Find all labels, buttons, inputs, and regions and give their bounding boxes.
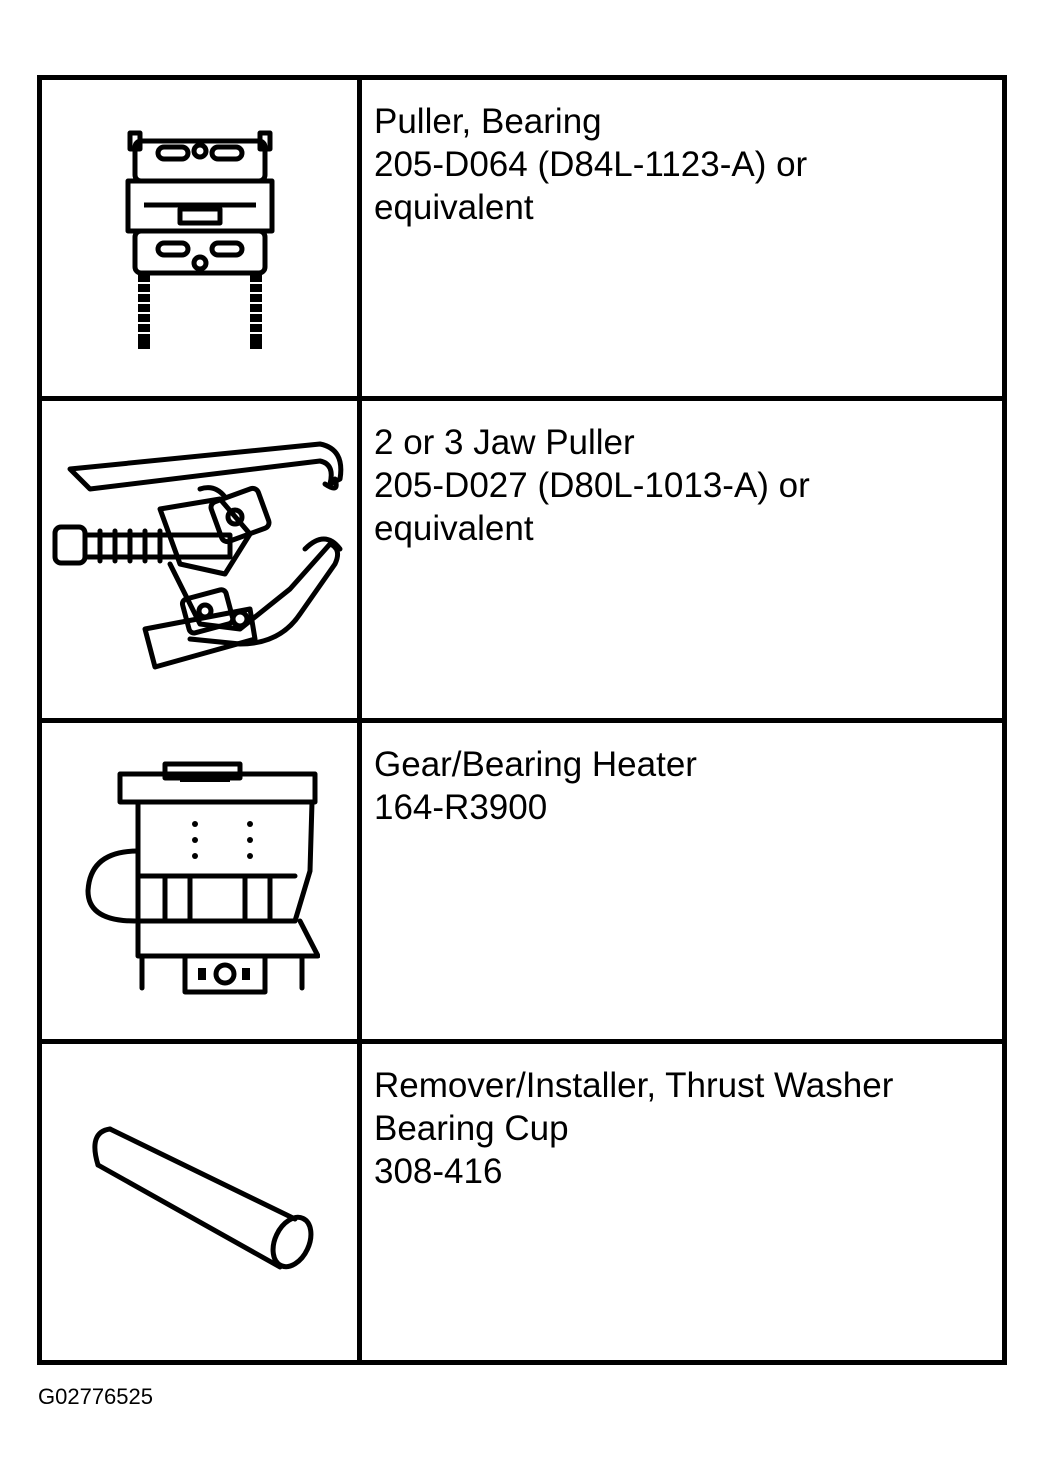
tool-row-bearing-puller — [42, 80, 1002, 401]
tool-part-number: 205-D027 (D80L-1013-A) or — [374, 466, 810, 506]
tool-name: Gear/Bearing Heater — [374, 744, 697, 784]
tool-illustration-cell — [42, 1044, 362, 1360]
tool-part-number: 164-R3900 — [374, 787, 548, 827]
tool-name: Puller, Bearing — [374, 102, 602, 141]
tool-description — [362, 80, 1002, 396]
tool-illustration-cell — [42, 80, 362, 396]
tool-name-continued: Bearing Cup — [374, 1108, 569, 1148]
tool-row-remover-installer — [42, 1044, 1002, 1360]
tool-illustration-cell — [42, 401, 362, 717]
figure-id: G02776525 — [38, 1384, 153, 1409]
tool-description — [362, 723, 1002, 1039]
tool-note: equivalent — [374, 188, 534, 227]
tool-row-bearing-heater — [42, 723, 1002, 1044]
tool-description — [362, 401, 1002, 717]
tool-illustration-cell — [42, 723, 362, 1039]
tool-name: 2 or 3 Jaw Puller — [374, 423, 635, 463]
remover-installer-tube-icon — [80, 1117, 320, 1287]
tool-note: equivalent — [374, 509, 534, 549]
tool-description — [362, 1044, 1002, 1360]
jaw-puller-icon — [50, 439, 350, 679]
tool-name: Remover/Installer, Thrust Washer — [374, 1065, 894, 1105]
tool-part-number: 205-D064 (D84L-1123-A) or — [374, 145, 808, 184]
tool-part-number: 308-416 — [374, 1151, 503, 1191]
special-tools-table — [37, 75, 1007, 1365]
bearing-heater-icon — [80, 756, 320, 1006]
tool-row-jaw-puller — [42, 401, 1002, 722]
bearing-puller-icon — [120, 123, 280, 353]
